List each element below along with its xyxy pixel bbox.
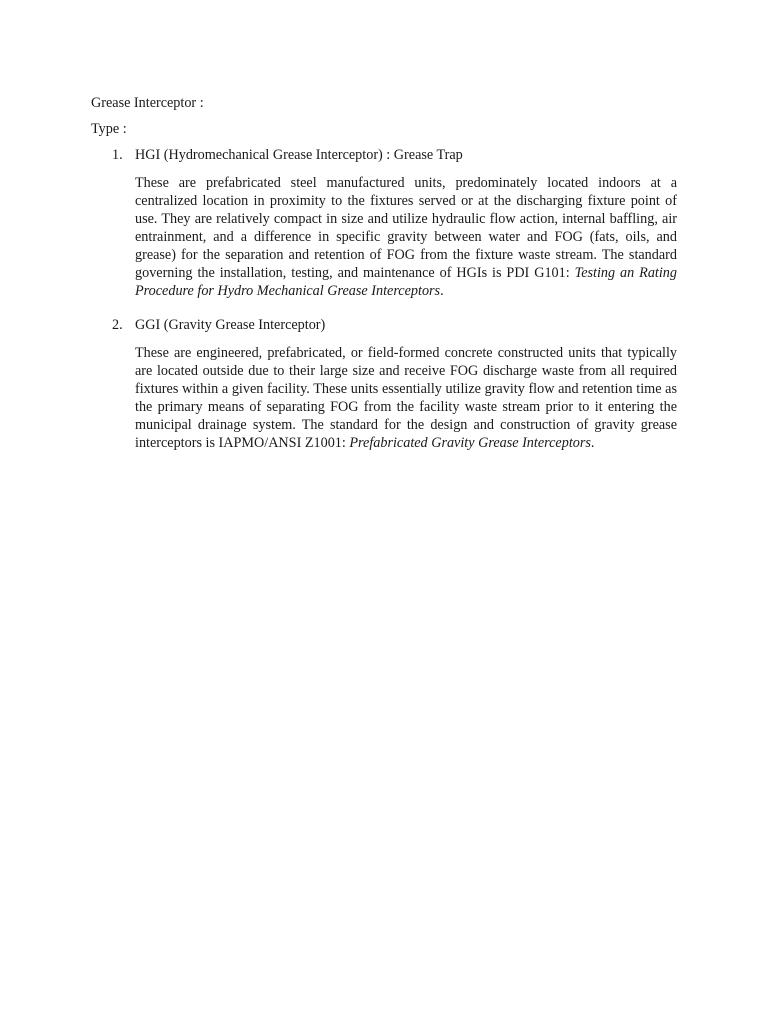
list-item-header bbox=[91, 146, 677, 164]
description-end: . bbox=[440, 283, 444, 299]
list-item-title: GGI (Gravity Grease Interceptor) bbox=[135, 317, 326, 333]
description-text: These are engineered, prefabricated, or field-formed concrete constructed units that typically are located outside due to their large size and receive FOG discharge waste from all required fixtures within a given facility. These units essentially utilize gravity flow and retention time as the primary means of separating FOG from the facility waste stream prior to it entering the municipal drainage system. The standard for the design and construction of gravity grease interceptors is IAPMO/ANSI Z1001: bbox=[135, 345, 677, 451]
list-item-description bbox=[135, 344, 677, 452]
description-text: These are prefabricated steel manufactured units, predominately located indoors at a centralized location in proximity to the fixtures served or at the discharging fixture point of use. They are relatively compact in size and utilize hydraulic flow action, internal baffling, air entrainment, and a difference in specific gravity between water and FOG (fats, oils, and grease) for the separation and retention of FOG from the fixture waste stream. The standard governing the installation, testing, and maintenance of HGIs is PDI G101: bbox=[135, 175, 677, 281]
list-item-description bbox=[135, 174, 677, 300]
type-label: Type : bbox=[91, 121, 127, 137]
standard-title: Prefabricated Gravity Grease Interceptors bbox=[349, 435, 591, 451]
description-end: . bbox=[590, 435, 595, 451]
list-item-title: HGI (Hydromechanical Grease Interceptor) : Grease Trap bbox=[135, 147, 463, 163]
list-item-ggi bbox=[91, 316, 677, 452]
list-item-hgi bbox=[91, 146, 677, 300]
document-heading: Grease Interceptor : bbox=[91, 95, 204, 111]
list-item-number: 1. bbox=[112, 147, 123, 163]
list-item-number: 2. bbox=[112, 317, 123, 333]
standard-title: Testing an Rating Procedure for Hydro Mechanical Grease Interceptors bbox=[135, 265, 677, 299]
list-item-header bbox=[91, 316, 677, 334]
